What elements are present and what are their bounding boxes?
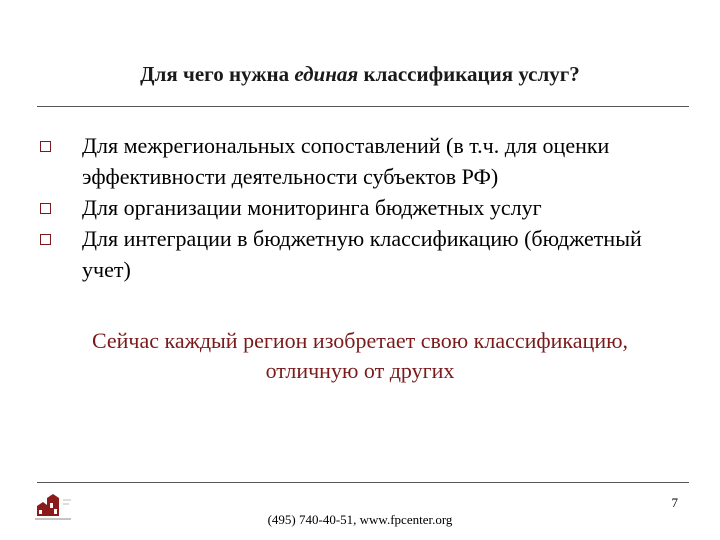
footer-contacts: (495) 740-40-51, www.fpcenter.org bbox=[267, 512, 453, 527]
note-line-1: Сейчас каждый регион изобретает свою классификацию, bbox=[91, 328, 629, 353]
square-bullet-icon bbox=[40, 234, 51, 245]
slide-title-end: классификация услуг? bbox=[358, 62, 580, 86]
footer-divider bbox=[37, 482, 689, 483]
bullet-item bbox=[40, 223, 680, 285]
bullet-list bbox=[40, 130, 680, 285]
square-bullet-icon bbox=[40, 203, 51, 214]
bullet-text: Для организации мониторинга бюджетных услуг bbox=[82, 195, 542, 220]
highlight-note bbox=[0, 326, 720, 386]
bullet-item bbox=[40, 130, 680, 192]
slide-title-emphasis: единая bbox=[294, 62, 359, 86]
bullet-item bbox=[40, 192, 680, 223]
bullet-text: Для интеграции в бюджетную классификацию (бюджетный учет) bbox=[82, 226, 642, 282]
slide-title bbox=[0, 62, 720, 87]
slide-title-start: Для чего нужна bbox=[140, 62, 295, 86]
square-bullet-icon bbox=[40, 141, 51, 152]
note-line-2: отличную от других bbox=[265, 358, 455, 383]
bullet-text: Для межрегиональных сопоставлений (в т.ч. для оценки эффективности деятельности субъектов РФ) bbox=[82, 133, 610, 189]
page-number: 7 bbox=[671, 495, 678, 510]
title-divider bbox=[37, 106, 689, 107]
